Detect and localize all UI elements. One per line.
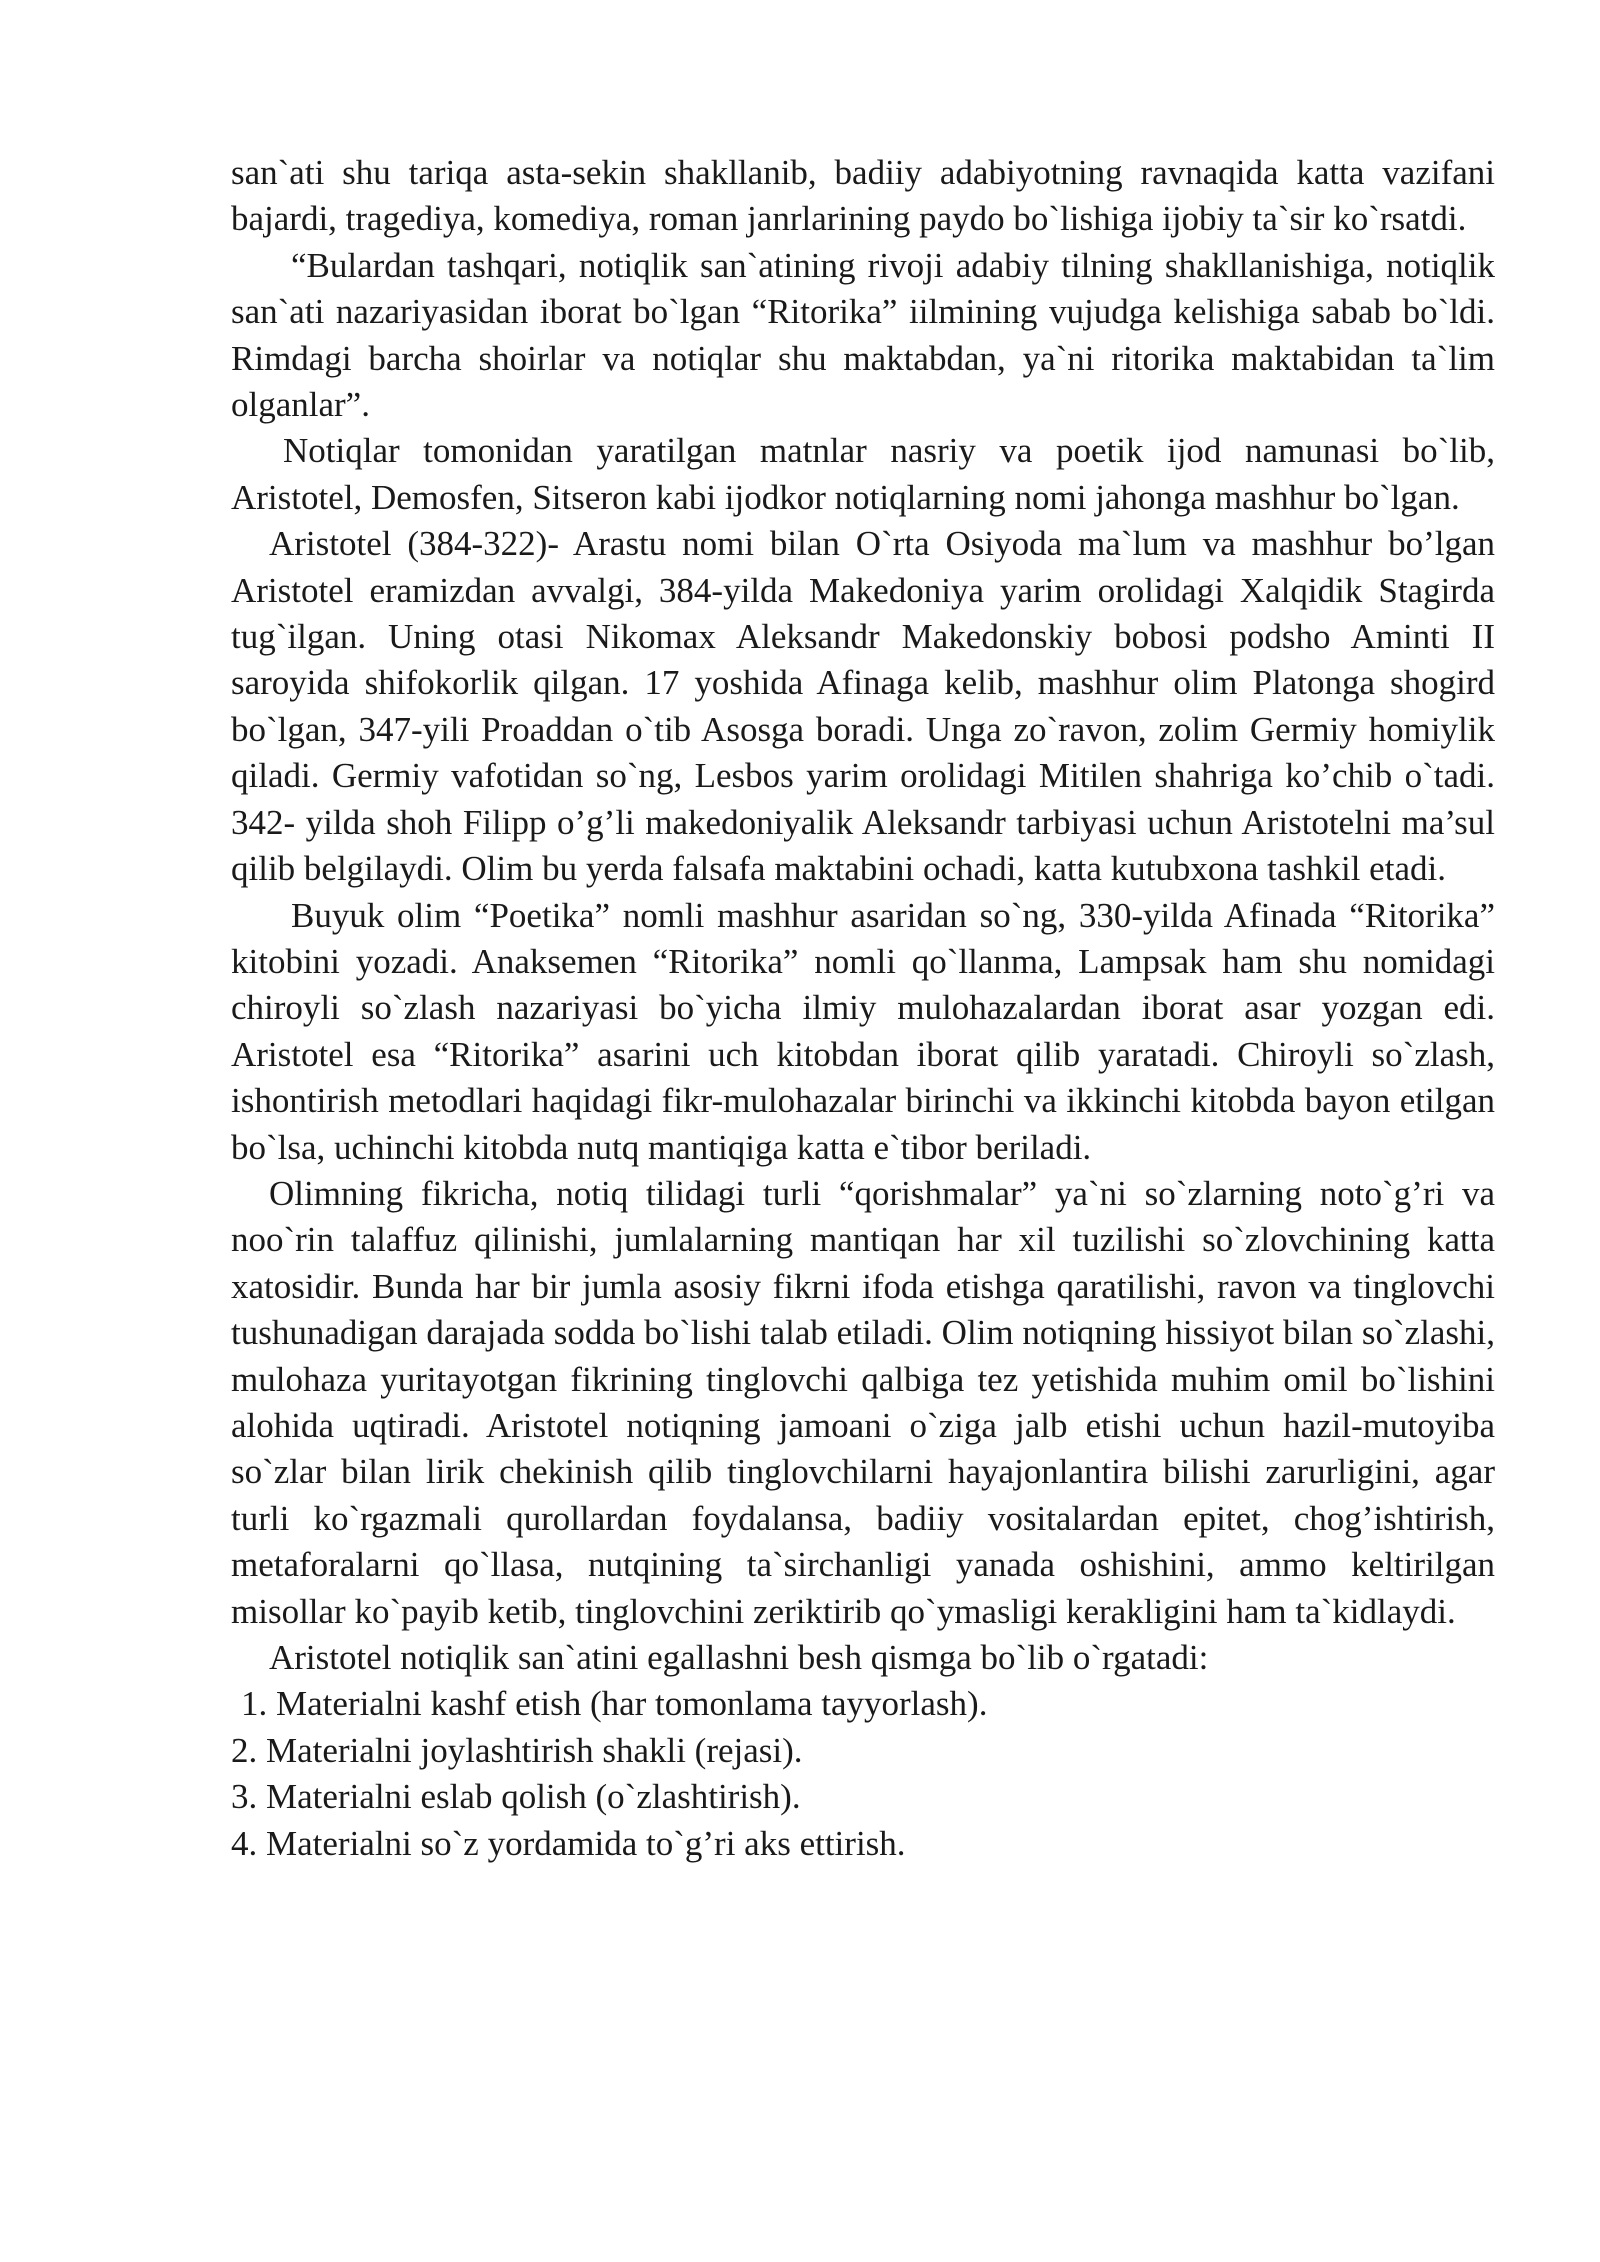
document-page [231,150,1495,1867]
list-item: 3. Materialni eslab qolish (o`zlashtirish). [231,1777,801,1817]
paragraph-quote-ritorika: “Bulardan tashqari, notiqlik san`atining rivoji adabiy tilning shakllanishiga, notiqlik san`ati nazariyasidan iborat bo`lgan “Ritorika” iilmining vujudga kelishiga sabab bo`ldi. Rimdagi barcha shoirlar va notiqlar shu maktabdan, ya`ni ritorika maktabidan ta`lim olganlar”. [231,245,1495,425]
list-item: 1. Materialni kashf etish (har tomonlama tayyorlash). [241,1684,988,1724]
paragraph-aristotel-biography: Aristotel (384-322)- Arastu nomi bilan O`rta Osiyoda ma`lum va mashhur bo’lgan Aristotel eramizdan avvalgi, 384-yilda Makedoniya yarim orolidagi Xalqidik Stagirda tug`ilgan. Uning otasi Nikomax Aleksandr Makedonskiy bobosi podsho Aminti II saroyida shifokorlik qilgan. 17 yoshida Afinaga kelib, mashhur olim Platonga shogird bo`lgan, 347-yili Proaddan o`tib Asosga boradi. Unga zo`ravon, zolim Germiy homiylik qiladi. Germiy vafotidan so`ng, Lesbos yarim orolidagi Mitilen shahriga ko’chib o`tadi. 342- yilda shoh Filipp o’g’li makedoniyalik Aleksandr tarbiyasi uchun Aristotelni ma’sul qilib belgilaydi. Olim bu yerda falsafa maktabini ochadi, katta kutubxona tashkil etadi. [231,524,1495,889]
paragraph-ritorika-book: Buyuk olim “Poetika” nomli mashhur asaridan so`ng, 330-yilda Afinada “Ritorika” kitobini yozadi. Anaksemen “Ritorika” nomli qo`llanma, Lampsak ham shu nomidagi chiroyli so`zlash nazariyasi bo`yicha ilmiy mulohazalardan iborat asar yozgan edi. Aristotel esa “Ritorika” asarini uch kitobdan iborat qilib yaratadi. Chiroyli so`zlash, ishontirish metodlari haqidagi fikr-mulohazalar birinchi va ikkinchi kitobda bayon etilgan bo`lsa, uchinchi kitobda nutq mantiqiga katta e`tibor beriladi. [231,895,1495,1167]
paragraph-notiqlar: Notiqlar tomonidan yaratilgan matnlar nasriy va poetik ijod namunasi bo`lib, Aristotel, Demosfen, Sitseron kabi ijodkor notiqlarning nomi jahonga mashhur bo`lgan. [231,431,1495,517]
paragraph-list-intro: Aristotel notiqlik san`atini egallashni besh qismga bo`lib o`rgatadi: [269,1638,1209,1677]
paragraph-olim-fikricha: Olimning fikricha, notiq tilidagi turli “qorishmalar” ya`ni so`zlarning noto`g’ri va noo`rin talaffuz qilinishi, jumlalarning mantiqan har xil tuzilishi so`zlovchining katta xatosidir. Bunda har bir jumla asosiy fikrni ifoda etishga qaratilishi, ravon va tinglovchi tushunadigan darajada sodda bo`lishi talab etiladi. Olim notiqning hissiyot bilan so`zlashi, mulohaza yuritayotgan fikrining tinglovchi qalbiga tez yetishida muhim omil bo`lishini alohida uqtiradi. Aristotel notiqning jamoani o`ziga jalb etishi uchun hazil-mutoyiba so`zlar bilan lirik chekinish qilib tinglovchilarni hayajonlantira bilishi zarurligini, agar turli ko`rgazmali qurollardan foydalansa, badiiy vositalardan epitet, chog’ishtirish, metaforalarni qo`llasa, nutqining ta`sirchanligi yanada oshishini, ammo keltirilgan misollar ko`payib ketib, tinglovchini zeriktirib qo`ymasligi kerakligini ham ta`kidlaydi. [231,1173,1495,1631]
list-item: 2. Materialni joylashtirish shakli (rejasi). [231,1730,803,1770]
paragraph-continuation: san`ati shu tariqa asta-sekin shakllanib, badiiy adabiyotning ravnaqida katta vazifani bajardi, tragediya, komediya, roman janrlarining paydo bo`lishiga ijobiy ta`sir ko`rsatdi. [231,153,1495,239]
numbered-list [231,1681,1495,1867]
list-item: 4. Materialni so`z yordamida to`g’ri aks ettirish. [231,1823,906,1863]
